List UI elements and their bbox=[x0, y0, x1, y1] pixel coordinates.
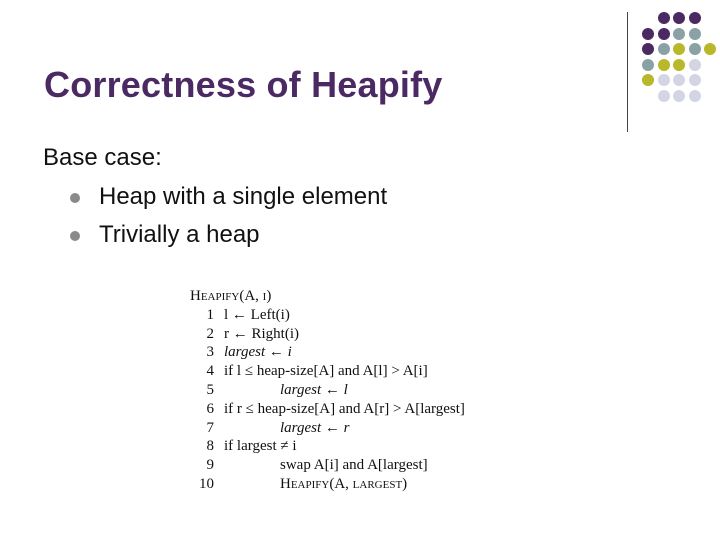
decorative-dot-icon bbox=[689, 59, 701, 71]
decorative-dot-icon bbox=[673, 12, 685, 24]
line-number: 2 bbox=[206, 325, 214, 342]
line-number: 7 bbox=[206, 419, 214, 436]
line-number: 9 bbox=[206, 457, 214, 474]
decorative-dot-icon bbox=[689, 28, 701, 40]
bullet-item bbox=[70, 183, 387, 221]
line-text: largest ← i bbox=[224, 344, 292, 361]
bullet-dot-icon bbox=[70, 193, 80, 203]
decorative-dot-icon bbox=[673, 59, 685, 71]
base-case-heading: Base case: bbox=[43, 144, 162, 171]
line-number: 6 bbox=[206, 400, 214, 417]
line-number: 4 bbox=[206, 363, 214, 380]
line-number: 3 bbox=[206, 344, 214, 361]
decorative-dot-icon bbox=[673, 43, 685, 55]
line-text: swap A[i] and A[largest] bbox=[280, 457, 428, 474]
pseudocode-header-text: Heapify(A, i) bbox=[190, 288, 272, 304]
bullet-item bbox=[70, 221, 387, 259]
line-number: 5 bbox=[206, 381, 214, 398]
line-number: 8 bbox=[206, 438, 214, 455]
decorative-dot-icon bbox=[673, 28, 685, 40]
bullet-list bbox=[70, 183, 387, 259]
line-text: largest ← r bbox=[280, 419, 350, 436]
line-text: if l ≤ heap-size[A] and A[l] > A[i] bbox=[224, 363, 428, 380]
decorative-dot-icon bbox=[689, 90, 701, 102]
decorative-dot-icon bbox=[658, 74, 670, 86]
decorative-dot-icon bbox=[658, 28, 670, 40]
slide-title: Correctness of Heapify bbox=[44, 64, 443, 105]
line-text: if largest ≠ i bbox=[224, 438, 297, 455]
line-text: l ← Left(i) bbox=[224, 306, 290, 323]
bullet-dot-icon bbox=[70, 231, 80, 241]
line-number: 1 bbox=[206, 306, 214, 323]
line-text: Heapify(A, largest) bbox=[280, 475, 408, 492]
decorative-dot-icon bbox=[642, 43, 654, 55]
decorative-dot-icon bbox=[689, 43, 701, 55]
bullet-text: Trivially a heap bbox=[99, 221, 260, 248]
decorative-dot-icon bbox=[704, 43, 716, 55]
decorative-dot-icon bbox=[658, 59, 670, 71]
decorative-dot-icon bbox=[642, 74, 654, 86]
line-text: largest ← l bbox=[280, 381, 348, 398]
decorative-dot-icon bbox=[658, 43, 670, 55]
decorative-dot-icon bbox=[658, 90, 670, 102]
decorative-divider-line bbox=[627, 12, 628, 132]
decorative-dot-icon bbox=[689, 12, 701, 24]
decorative-dot-icon bbox=[689, 74, 701, 86]
decorative-dot-icon bbox=[658, 12, 670, 24]
decorative-dot-icon bbox=[642, 28, 654, 40]
bullet-text: Heap with a single element bbox=[99, 183, 388, 210]
decorative-dot-icon bbox=[642, 59, 654, 71]
decorative-dot-icon bbox=[673, 74, 685, 86]
line-text: r ← Right(i) bbox=[224, 325, 299, 342]
line-text: if r ≤ heap-size[A] and A[r] > A[largest] bbox=[224, 400, 465, 417]
decorative-dot-icon bbox=[673, 90, 685, 102]
line-number: 10 bbox=[199, 475, 214, 492]
